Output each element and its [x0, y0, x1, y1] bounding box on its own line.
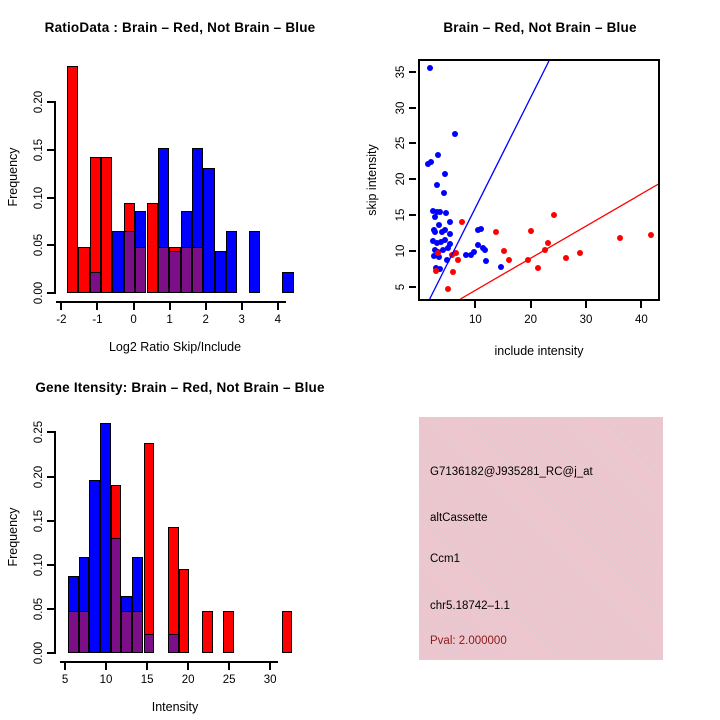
y-tick	[47, 608, 54, 610]
y-tick-label: 0.05	[33, 597, 45, 621]
x-tick	[530, 301, 532, 308]
y-tick-label: 0.10	[33, 186, 45, 209]
gene-histogram-title: Gene Itensity: Brain – Red, Not Brain – Blue	[35, 380, 325, 395]
y-tick-label: 20	[395, 172, 407, 186]
gene-histogram-plot-area	[56, 421, 294, 653]
x-tick	[64, 663, 66, 670]
y-tick	[47, 564, 54, 566]
hist-bar-overlap	[144, 634, 155, 653]
ratio-histogram-panel	[0, 0, 360, 360]
y-tick	[47, 431, 54, 433]
x-tick	[187, 663, 189, 670]
x-tick-label: 4	[274, 314, 281, 326]
x-axis-line	[56, 301, 285, 303]
x-tick	[60, 303, 62, 310]
fit-lines	[420, 61, 658, 299]
event-type-text: altCassette	[430, 512, 488, 524]
x-tick-label: 30	[579, 314, 593, 326]
y-tick-label: 0.05	[33, 234, 45, 257]
hist-bar	[223, 611, 234, 653]
y-tick-label: 0.00	[33, 641, 45, 665]
locus-text: chr5.18742–1.1	[430, 600, 510, 612]
x-tick	[241, 303, 243, 310]
y-tick	[409, 107, 416, 109]
gene-histogram-y-axis-label: Frequency	[6, 507, 20, 567]
x-tick	[228, 663, 230, 670]
y-tick-label: 0.00	[33, 281, 45, 305]
y-tick-label: 0.20	[33, 465, 45, 488]
y-tick	[409, 250, 416, 252]
x-tick	[640, 301, 642, 308]
y-axis-line	[54, 101, 56, 294]
hist-bar-overlap	[169, 251, 180, 293]
y-tick	[47, 292, 54, 294]
ratio-histogram-title: RatioData : Brain – Red, Not Brain – Blue	[44, 20, 316, 35]
hist-bar-overlap	[79, 611, 90, 653]
x-tick-label: 1	[166, 314, 173, 326]
x-tick	[277, 303, 279, 310]
intensity-scatter-panel	[360, 0, 720, 360]
y-tick	[409, 178, 416, 180]
gene-info-box	[419, 417, 663, 660]
hist-bar	[249, 231, 260, 293]
y-tick-label: 25	[395, 137, 407, 150]
x-tick-label: 40	[634, 314, 648, 326]
scatter-x-axis-label: include intensity	[494, 344, 584, 358]
y-tick-label: 0.15	[33, 509, 45, 532]
x-tick-label: 30	[263, 674, 277, 686]
y-tick	[47, 101, 54, 103]
pval-text: Pval: 2.000000	[430, 635, 507, 647]
hist-bar-overlap	[111, 538, 122, 653]
blue-line	[430, 61, 549, 299]
hist-bar-overlap	[168, 634, 179, 653]
hist-bar	[147, 203, 158, 294]
x-tick-label: -1	[92, 314, 103, 326]
x-tick-label: 15	[140, 674, 154, 686]
x-tick	[133, 303, 135, 310]
gene-intensity-histogram-panel	[0, 360, 360, 720]
y-tick	[409, 71, 416, 73]
y-tick-label: 0.25	[33, 421, 45, 444]
x-tick-label: 5	[61, 674, 69, 686]
y-tick	[47, 149, 54, 151]
x-tick	[169, 303, 171, 310]
hist-bar-overlap	[121, 611, 132, 653]
hist-bar-overlap	[135, 247, 146, 293]
hist-bar	[282, 611, 293, 653]
hist-bar-overlap	[158, 247, 169, 293]
y-tick-label: 30	[395, 101, 407, 114]
y-tick	[409, 286, 416, 288]
x-tick-label: 20	[524, 314, 538, 326]
ratio-histogram-plot-area	[56, 61, 294, 293]
hist-bar	[215, 251, 226, 293]
y-tick-label: 0.10	[33, 553, 45, 576]
y-tick-label: 5	[395, 283, 407, 291]
hist-bar	[144, 443, 155, 653]
probe-id-text: G7136182@J935281_RC@j_at	[430, 466, 593, 478]
x-tick	[146, 663, 148, 670]
hist-bar	[226, 231, 237, 293]
x-axis-line	[60, 661, 278, 663]
red-line	[460, 184, 658, 299]
x-tick-label: 10	[468, 314, 482, 326]
hist-bar-overlap	[181, 247, 192, 293]
hist-bar	[112, 231, 123, 293]
gene-histogram-x-axis-label: Intensity	[151, 700, 199, 714]
x-tick-label: 3	[238, 314, 245, 326]
y-tick	[47, 244, 54, 246]
x-tick	[269, 663, 271, 670]
x-tick	[105, 663, 107, 670]
y-tick	[47, 476, 54, 478]
y-tick	[47, 197, 54, 199]
x-tick-label: 0	[130, 314, 137, 326]
hist-bar	[202, 611, 213, 653]
scatter-plot-area	[418, 59, 660, 301]
y-tick-label: 10	[395, 244, 407, 258]
x-tick	[205, 303, 207, 310]
gene-name-text: Ccm1	[430, 553, 461, 565]
hist-bar	[67, 66, 78, 293]
y-tick-label: 15	[395, 208, 407, 222]
y-tick	[409, 214, 416, 216]
hist-bar	[78, 247, 89, 293]
x-tick-label: 10	[99, 674, 113, 686]
y-tick-label: 0.20	[33, 91, 45, 114]
hist-bar	[100, 423, 111, 653]
x-tick	[96, 303, 98, 310]
x-tick	[474, 301, 476, 308]
scatter-title: Brain – Red, Not Brain – Blue	[443, 20, 637, 35]
y-tick-label: 35	[395, 65, 407, 79]
hist-bar	[203, 168, 214, 293]
hist-bar-overlap	[124, 231, 135, 293]
hist-bar	[101, 157, 112, 293]
y-tick	[47, 652, 54, 654]
x-tick-label: 2	[202, 314, 209, 326]
hist-bar	[179, 569, 190, 653]
hist-bar-overlap	[90, 272, 101, 293]
y-tick	[47, 520, 54, 522]
ratio-histogram-y-axis-label: Frequency	[6, 147, 20, 207]
y-axis-line	[54, 431, 56, 654]
y-tick-label: 0.15	[33, 138, 45, 162]
scatter-y-axis-label: skip intensity	[365, 144, 379, 216]
hist-bar	[282, 272, 293, 293]
gene-info-panel	[360, 360, 720, 720]
y-tick	[409, 142, 416, 144]
x-tick-label: 25	[222, 674, 236, 686]
hist-bar-overlap	[192, 247, 203, 293]
hist-bar-overlap	[68, 611, 79, 653]
hist-bar	[89, 480, 100, 653]
x-tick	[585, 301, 587, 308]
ratio-histogram-x-axis-label: Log2 Ratio Skip/Include	[108, 340, 242, 354]
x-tick-label: -2	[56, 314, 67, 326]
hist-bar-overlap	[132, 611, 143, 653]
x-tick-label: 20	[181, 674, 195, 686]
